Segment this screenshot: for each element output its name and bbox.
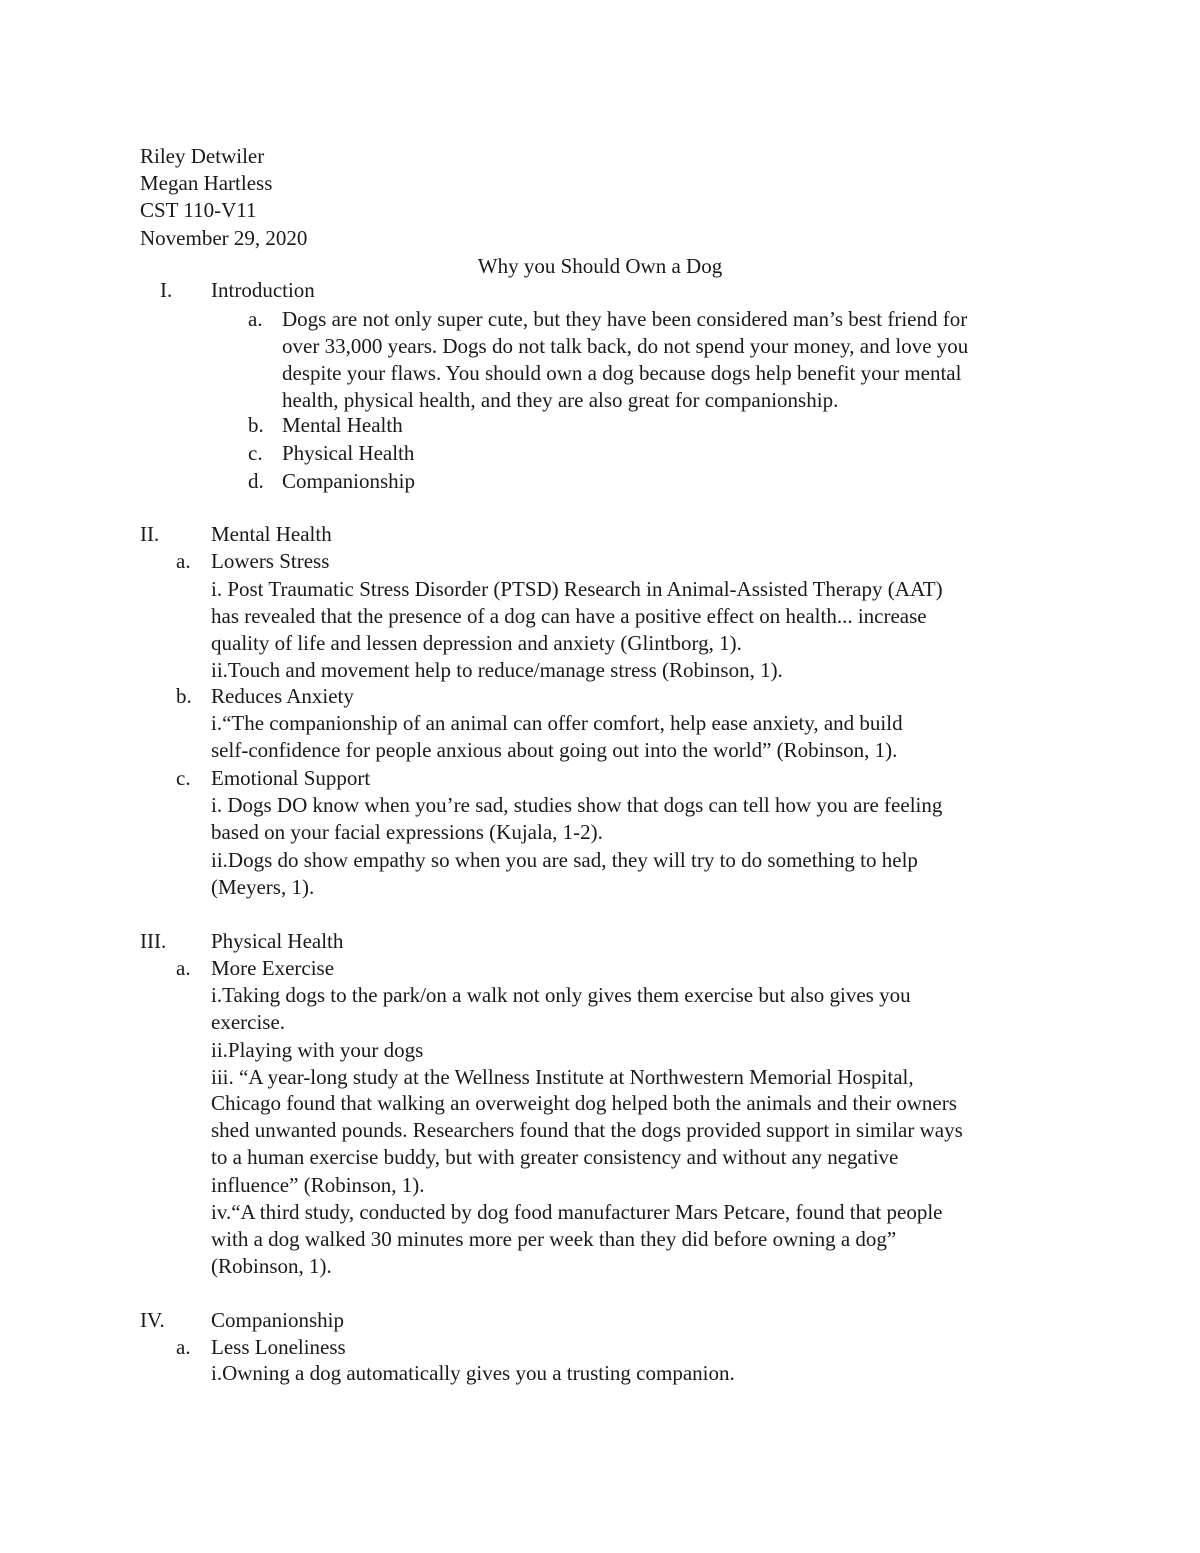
- subsection-label: Reduces Anxiety: [211, 684, 354, 708]
- body-line: i. Dogs DO know when you’re sad, studies show that dogs can tell how you are feeling: [211, 793, 943, 817]
- body-line: has revealed that the presence of a dog can have a positive effect on health... increase: [211, 604, 927, 628]
- list-letter: d.: [248, 469, 264, 493]
- body-line: i.“The companionship of an animal can offer comfort, help ease anxiety, and build: [211, 711, 903, 735]
- body-line: ii.Touch and movement help to reduce/manage stress (Robinson, 1).: [211, 658, 783, 682]
- list-letter: a.: [248, 307, 263, 331]
- subsection-label: More Exercise: [211, 956, 335, 980]
- body-line: ii.Dogs do show empathy so when you are sad, they will try to do something to help: [211, 848, 918, 872]
- subsection-label: Mental Health: [282, 413, 403, 437]
- list-letter: c.: [176, 766, 191, 790]
- body-line: health, physical health, and they are also great for companionship.: [282, 388, 839, 412]
- body-line: i.Taking dogs to the park/on a walk not only gives them exercise but also gives you: [211, 983, 911, 1007]
- section-numeral: II.: [140, 522, 160, 546]
- body-line: to a human exercise buddy, but with greater consistency and without any negative: [211, 1145, 899, 1169]
- section-heading: Physical Health: [211, 929, 344, 953]
- date: November 29, 2020: [140, 226, 308, 250]
- body-line: quality of life and lessen depression and anxiety (Glintborg, 1).: [211, 631, 742, 655]
- body-line: shed unwanted pounds. Researchers found that the dogs provided support in similar ways: [211, 1118, 963, 1142]
- body-line: (Meyers, 1).: [211, 875, 315, 899]
- subsection-label: Less Loneliness: [211, 1335, 346, 1359]
- list-letter: c.: [248, 441, 263, 465]
- list-letter: a.: [176, 549, 191, 573]
- body-line: ii.Playing with your dogs: [211, 1038, 424, 1062]
- list-letter: a.: [176, 956, 191, 980]
- section-heading: Mental Health: [211, 522, 332, 546]
- author-name: Riley Detwiler: [140, 144, 265, 168]
- subsection-label: Companionship: [282, 469, 416, 493]
- body-line: i. Post Traumatic Stress Disorder (PTSD) Research in Animal-Assisted Therapy (AAT): [211, 577, 943, 601]
- section-numeral: III.: [140, 929, 167, 953]
- section-heading: Companionship: [211, 1308, 345, 1332]
- section-numeral: I.: [160, 278, 173, 302]
- body-line: Chicago found that walking an overweight dog helped both the animals and their owners: [211, 1091, 957, 1115]
- body-line: with a dog walked 30 minutes more per week than they did before owning a dog”: [211, 1227, 897, 1251]
- list-letter: b.: [248, 413, 264, 437]
- body-line: influence” (Robinson, 1).: [211, 1173, 425, 1197]
- subsection-label: Lowers Stress: [211, 549, 330, 573]
- body-line: (Robinson, 1).: [211, 1254, 332, 1278]
- document-title: Why you Should Own a Dog: [477, 254, 723, 278]
- body-line: based on your facial expressions (Kujala, 1-2).: [211, 820, 603, 844]
- body-line: Dogs are not only super cute, but they have been considered man’s best friend for: [282, 307, 968, 331]
- body-line: despite your flaws. You should own a dog because dogs help benefit your mental: [282, 361, 962, 385]
- course-code: CST 110-V11: [140, 198, 257, 222]
- instructor-name: Megan Hartless: [140, 171, 273, 195]
- section-heading: Introduction: [211, 278, 315, 302]
- body-line: over 33,000 years. Dogs do not talk back, do not spend your money, and love you: [282, 334, 969, 358]
- body-line: iv.“A third study, conducted by dog food manufacturer Mars Petcare, found that people: [211, 1200, 943, 1224]
- subsection-label: Physical Health: [282, 441, 415, 465]
- body-line: self-confidence for people anxious about going out into the world” (Robinson, 1).: [211, 738, 898, 762]
- subsection-label: Emotional Support: [211, 766, 371, 790]
- body-line: exercise.: [211, 1010, 286, 1034]
- body-line: i.Owning a dog automatically gives you a trusting companion.: [211, 1361, 735, 1385]
- list-letter: b.: [176, 684, 192, 708]
- section-numeral: IV.: [140, 1308, 165, 1332]
- list-letter: a.: [176, 1335, 191, 1359]
- body-line: iii. “A year-long study at the Wellness Institute at Northwestern Memorial Hospital,: [211, 1065, 914, 1089]
